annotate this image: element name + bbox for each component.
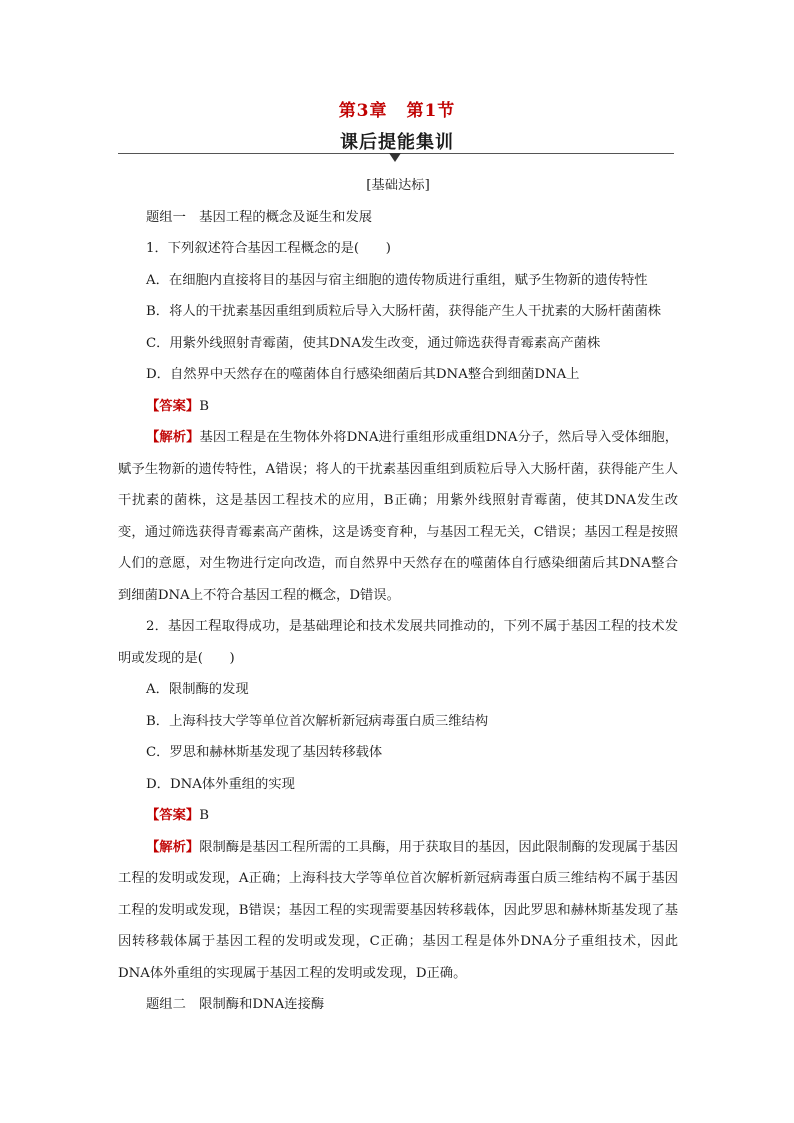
question-2-option-a: A．限制酶的发现 (146, 682, 249, 697)
question-1-stem: 1．下列叙述符合基因工程概念的是( ) (146, 241, 391, 256)
question-1-option-a: A．在细胞内直接将目的基因与宿主细胞的遗传物质进行重组，赋予生物新的遗传特性 (146, 272, 648, 288)
question-2-answer (118, 800, 678, 832)
question-2-option-c: C．罗思和赫林斯基发现了基因转移载体 (146, 745, 383, 760)
group-heading-1: 题组一 基因工程的概念及诞生和发展 (146, 209, 373, 225)
page-subtitle: 课后提能集训 (340, 132, 454, 153)
question-2-option-b: B．上海科技大学等单位首次解析新冠病毒蛋白质三维结构 (146, 713, 489, 729)
chapter-number: 第3章 (338, 101, 388, 121)
question-2-stem: 2．基因工程取得成功，是基础理论和技术发展共同推动的，下列不属于基因工程的技术发明或发现的是( ) (118, 619, 678, 666)
question-1-option-c: C．用紫外线照射青霉菌，使其DNA发生改变，通过筛选获得青霉素高产菌株 (146, 335, 601, 351)
question-1-analysis (118, 422, 678, 611)
question-1-answer (118, 391, 678, 423)
chapter-heading (0, 96, 794, 121)
answer-tag: 【答案】 (146, 808, 200, 823)
question-1-option-b: B．将人的干扰素基因重组到质粒后导入大肠杆菌，获得能产生人干扰素的大肠杆菌菌株 (146, 304, 662, 319)
question-1-option-d: D．自然界中天然存在的噬菌体自行感染细菌后其DNA整合到细菌DNA上 (146, 367, 580, 382)
question-2-option-d: D．DNA体外重组的实现 (146, 776, 295, 792)
question-2-analysis (118, 832, 678, 990)
triangle-marker-icon (389, 153, 401, 162)
group-heading-2: 题组二 限制酶和DNA连接酶 (146, 997, 325, 1012)
answer-tag: 【答案】 (146, 398, 200, 414)
section-label: [基础达标] (366, 178, 430, 193)
analysis-tag: 【解析】 (146, 430, 200, 445)
section-number: 第1节 (406, 101, 456, 121)
analysis-text: 基因工程是在生物体外将DNA进行重组形成重组DNA分子，然后导入受体细胞，赋予生物新的遗传特性，A错误；将人的干扰素基因重组到质粒后导入大肠杆菌，获得能产生人干扰素的菌株，这是基因工程技术的应用，B正确；用紫外线照射青霉菌，使其DNA发生改变，通过筛选获得青霉素高产菌株，这是诱变育种，与基因工程无关，C错误；基因工程是按照人们的意愿，对生物进行定向改造，而自然界中天然存在的噬菌体自行感染细菌后其DNA整合到细菌DNA上不符合基因工程的概念，D错误。 (118, 430, 678, 603)
answer-value: B (199, 808, 209, 823)
exercise-content (118, 170, 678, 1021)
analysis-text: 限制酶是基因工程所需的工具酶，用于获取目的基因，因此限制酶的发现属于基因工程的发明或发现，A正确；上海科技大学等单位首次解析新冠病毒蛋白质三维结构不属于基因工程的发明或发现，B错误；基因工程的实现需要基因转移载体，因此罗思和赫林斯基发现了基因转移载体属于基因工程的发明或发现，C正确；基因工程是体外DNA分子重组技术，因此DNA体外重组的实现属于基因工程的发明或发现，D正确。 (118, 839, 679, 981)
answer-value: B (199, 398, 209, 414)
analysis-tag: 【解析】 (146, 839, 200, 855)
